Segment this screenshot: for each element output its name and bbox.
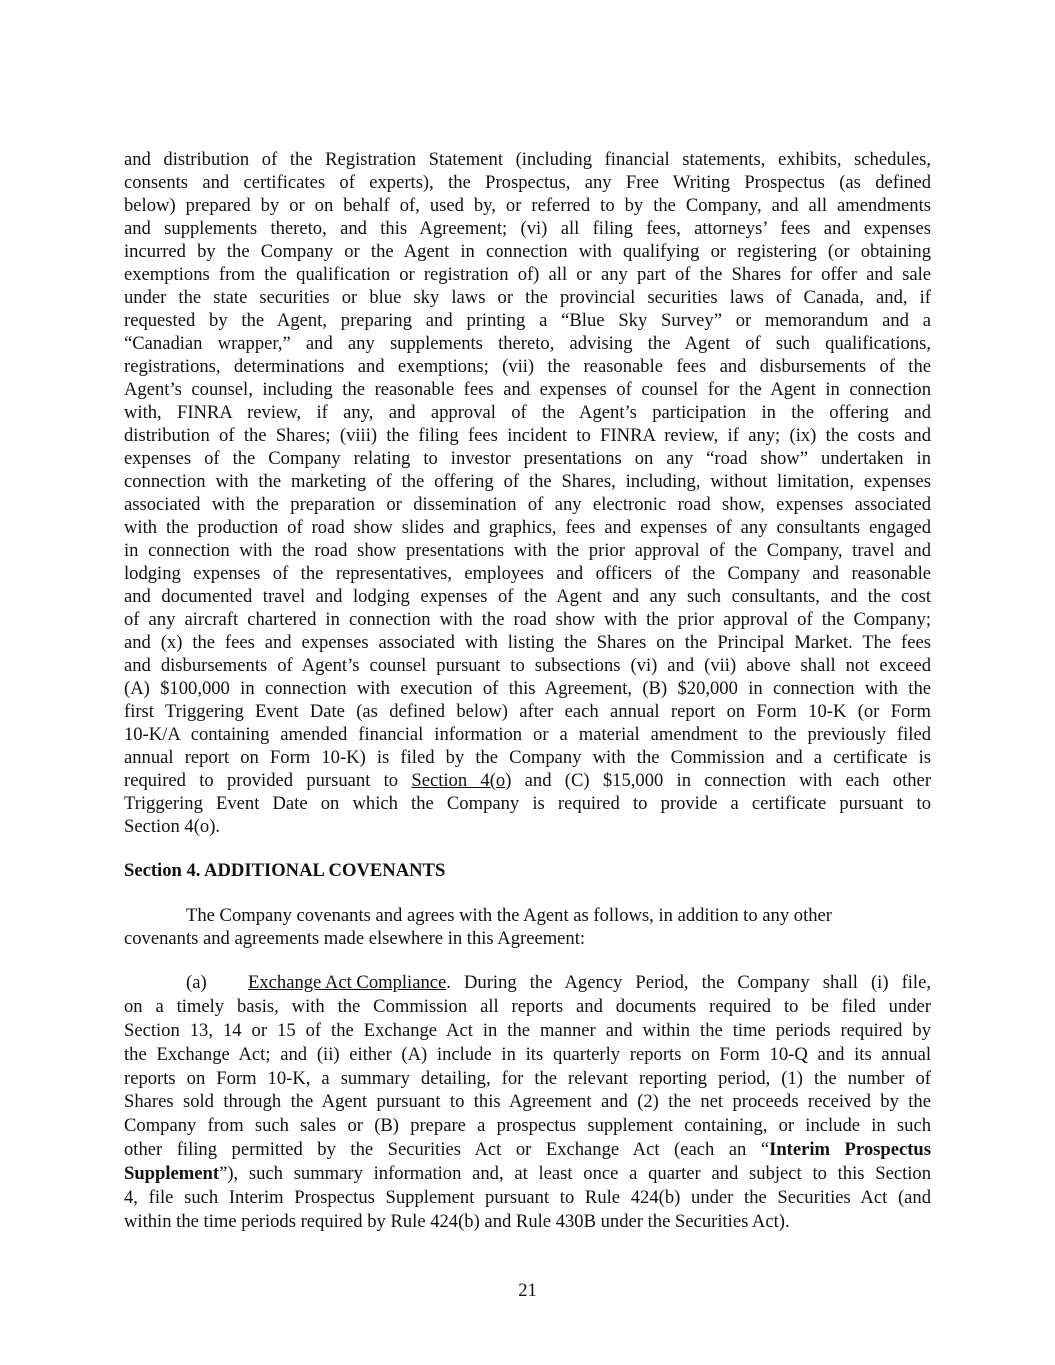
text-line: Shares sold through the Agent pursuant to this Agreement and (2) the net proceeds received by the <box>124 1091 931 1113</box>
text-line: of any aircraft chartered in connection with the road show with the prior approval of the Company; <box>124 609 931 630</box>
text-line: distribution of the Shares; (viii) the filing fees incident to FINRA review, if any; (ix) the costs and <box>124 425 931 446</box>
text-line: 10-K/A containing amended financial information or a material amendment to the previously filed <box>124 724 931 745</box>
paragraph-covenants-intro <box>124 904 931 950</box>
text-line: reports on Form 10-K, a summary detailing, for the relevant reporting period, (1) the number of <box>124 1067 931 1089</box>
text-line: Company from such sales or (B) prepare a prospectus supplement containing, or include in such <box>124 1115 931 1137</box>
text-line: and documented travel and lodging expenses of the Agent and any such consultants, and the cost <box>124 586 931 607</box>
text-line: on a timely basis, with the Commission all reports and documents required to be filed under <box>124 995 931 1017</box>
text-line: Section 4(o). <box>124 816 221 837</box>
text-line: the Exchange Act; and (ii) either (A) include in its quarterly reports on Form 10-Q and its annual <box>124 1043 931 1065</box>
text-line: consents and certificates of experts), the Prospectus, any Free Writing Prospectus (as defined <box>124 172 931 193</box>
text-line: within the time periods required by Rule 424(b) and Rule 430B under the Securities Act). <box>124 1210 790 1232</box>
text-line <box>124 1138 931 1162</box>
text-line: and distribution of the Registration Statement (including financial statements, exhibits, schedules, <box>124 149 931 170</box>
text-line: in connection with the road show presentations with the prior approval of the Company, travel and <box>124 540 931 561</box>
text-line: and disbursements of Agent’s counsel pursuant to subsections (vi) and (vii) above shall not exceed <box>124 655 931 676</box>
text-line <box>124 1162 931 1186</box>
defined-term: Supplement <box>124 1163 220 1185</box>
underlined-text: Section 4(o <box>411 770 506 791</box>
paragraph-exchange-act-compliance <box>124 971 931 1234</box>
text-line: 4, file such Interim Prospectus Supplement pursuant to Rule 424(b) under the Securities Act (and <box>124 1187 931 1209</box>
text-line: registrations, determinations and exemptions; (vii) the reasonable fees and disbursements of the <box>124 356 931 377</box>
text-line: with, FINRA review, if any, and approval of the Agent’s participation in the offering and <box>124 402 931 423</box>
text-segment: other filing permitted by the Securities Act or Exchange Act (each an “ <box>124 1139 770 1161</box>
text-segment: ) and (C) $15,000 in connection with each other <box>505 770 932 791</box>
section-heading: Section 4. ADDITIONAL COVENANTS <box>124 860 446 881</box>
text-line: (A) $100,000 in connection with execution of this Agreement, (B) $20,000 in connection with the <box>124 678 931 699</box>
text-line: under the state securities or blue sky laws or the provincial securities laws of Canada, and, if <box>124 287 931 308</box>
text-segment: The Company covenants and agrees with the Agent as follows, in addition to any other <box>186 905 832 926</box>
text-line: and supplements thereto, and this Agreement; (vi) all filing fees, attorneys’ fees and expenses <box>124 218 931 239</box>
text-line: “Canadian wrapper,” and any supplements thereto, advising the Agent of such qualifications, <box>124 333 931 354</box>
text-segment: (a) <box>186 972 207 993</box>
text-line <box>124 971 931 995</box>
text-line: exemptions from the qualification or registration of) all or any part of the Shares for offer and sale <box>124 264 931 285</box>
text-line: and (x) the fees and expenses associated with listing the Shares on the Principal Market. The fees <box>124 632 931 653</box>
text-line: Section 13, 14 or 15 of the Exchange Act in the manner and within the time periods required by <box>124 1019 931 1041</box>
underlined-text: Exchange Act Compliance <box>248 972 447 993</box>
text-line: annual report on Form 10-K) is filed by the Company with the Commission and a certificate is <box>124 747 931 768</box>
text-line: incurred by the Company or the Agent in connection with qualifying or registering (or obtaining <box>124 241 931 262</box>
text-line: Triggering Event Date on which the Company is required to provide a certificate pursuant to <box>124 793 931 814</box>
text-line: lodging expenses of the representatives, employees and officers of the Company and reasonable <box>124 563 931 584</box>
text-line: covenants and agreements made elsewhere in this Agreement: <box>124 928 586 949</box>
defined-term: Interim Prospectus <box>769 1139 931 1161</box>
text-line: requested by the Agent, preparing and printing a “Blue Sky Survey” or memorandum and a <box>124 310 931 331</box>
text-line: below) prepared by or on behalf of, used by, or referred to by the Company, and all amendments <box>124 195 931 216</box>
text-line: associated with the preparation or dissemination of any electronic road show, expenses associated <box>124 494 931 515</box>
text-line <box>124 769 931 792</box>
text-line: first Triggering Event Date (as defined below) after each annual report on Form 10-K (or Form <box>124 701 931 722</box>
text-line <box>124 904 931 927</box>
text-segment: . During the Agency Period, the Company shall (i) file, <box>446 972 931 993</box>
page-number: 21 <box>518 1280 537 1301</box>
text-line: with the production of road show slides and graphics, fees and expenses of any consultants engaged <box>124 517 931 538</box>
paragraph-expenses <box>124 148 931 838</box>
text-line: expenses of the Company relating to investor presentations on any “road show” undertaken in <box>124 448 931 469</box>
text-segment: required to provided pursuant to <box>124 770 412 791</box>
text-segment: ”), such summary information and, at least once a quarter and subject to this Section <box>219 1163 931 1185</box>
text-line: Agent’s counsel, including the reasonable fees and expenses of counsel for the Agent in connection <box>124 379 931 400</box>
text-line: connection with the marketing of the offering of the Shares, including, without limitation, expenses <box>124 471 931 492</box>
